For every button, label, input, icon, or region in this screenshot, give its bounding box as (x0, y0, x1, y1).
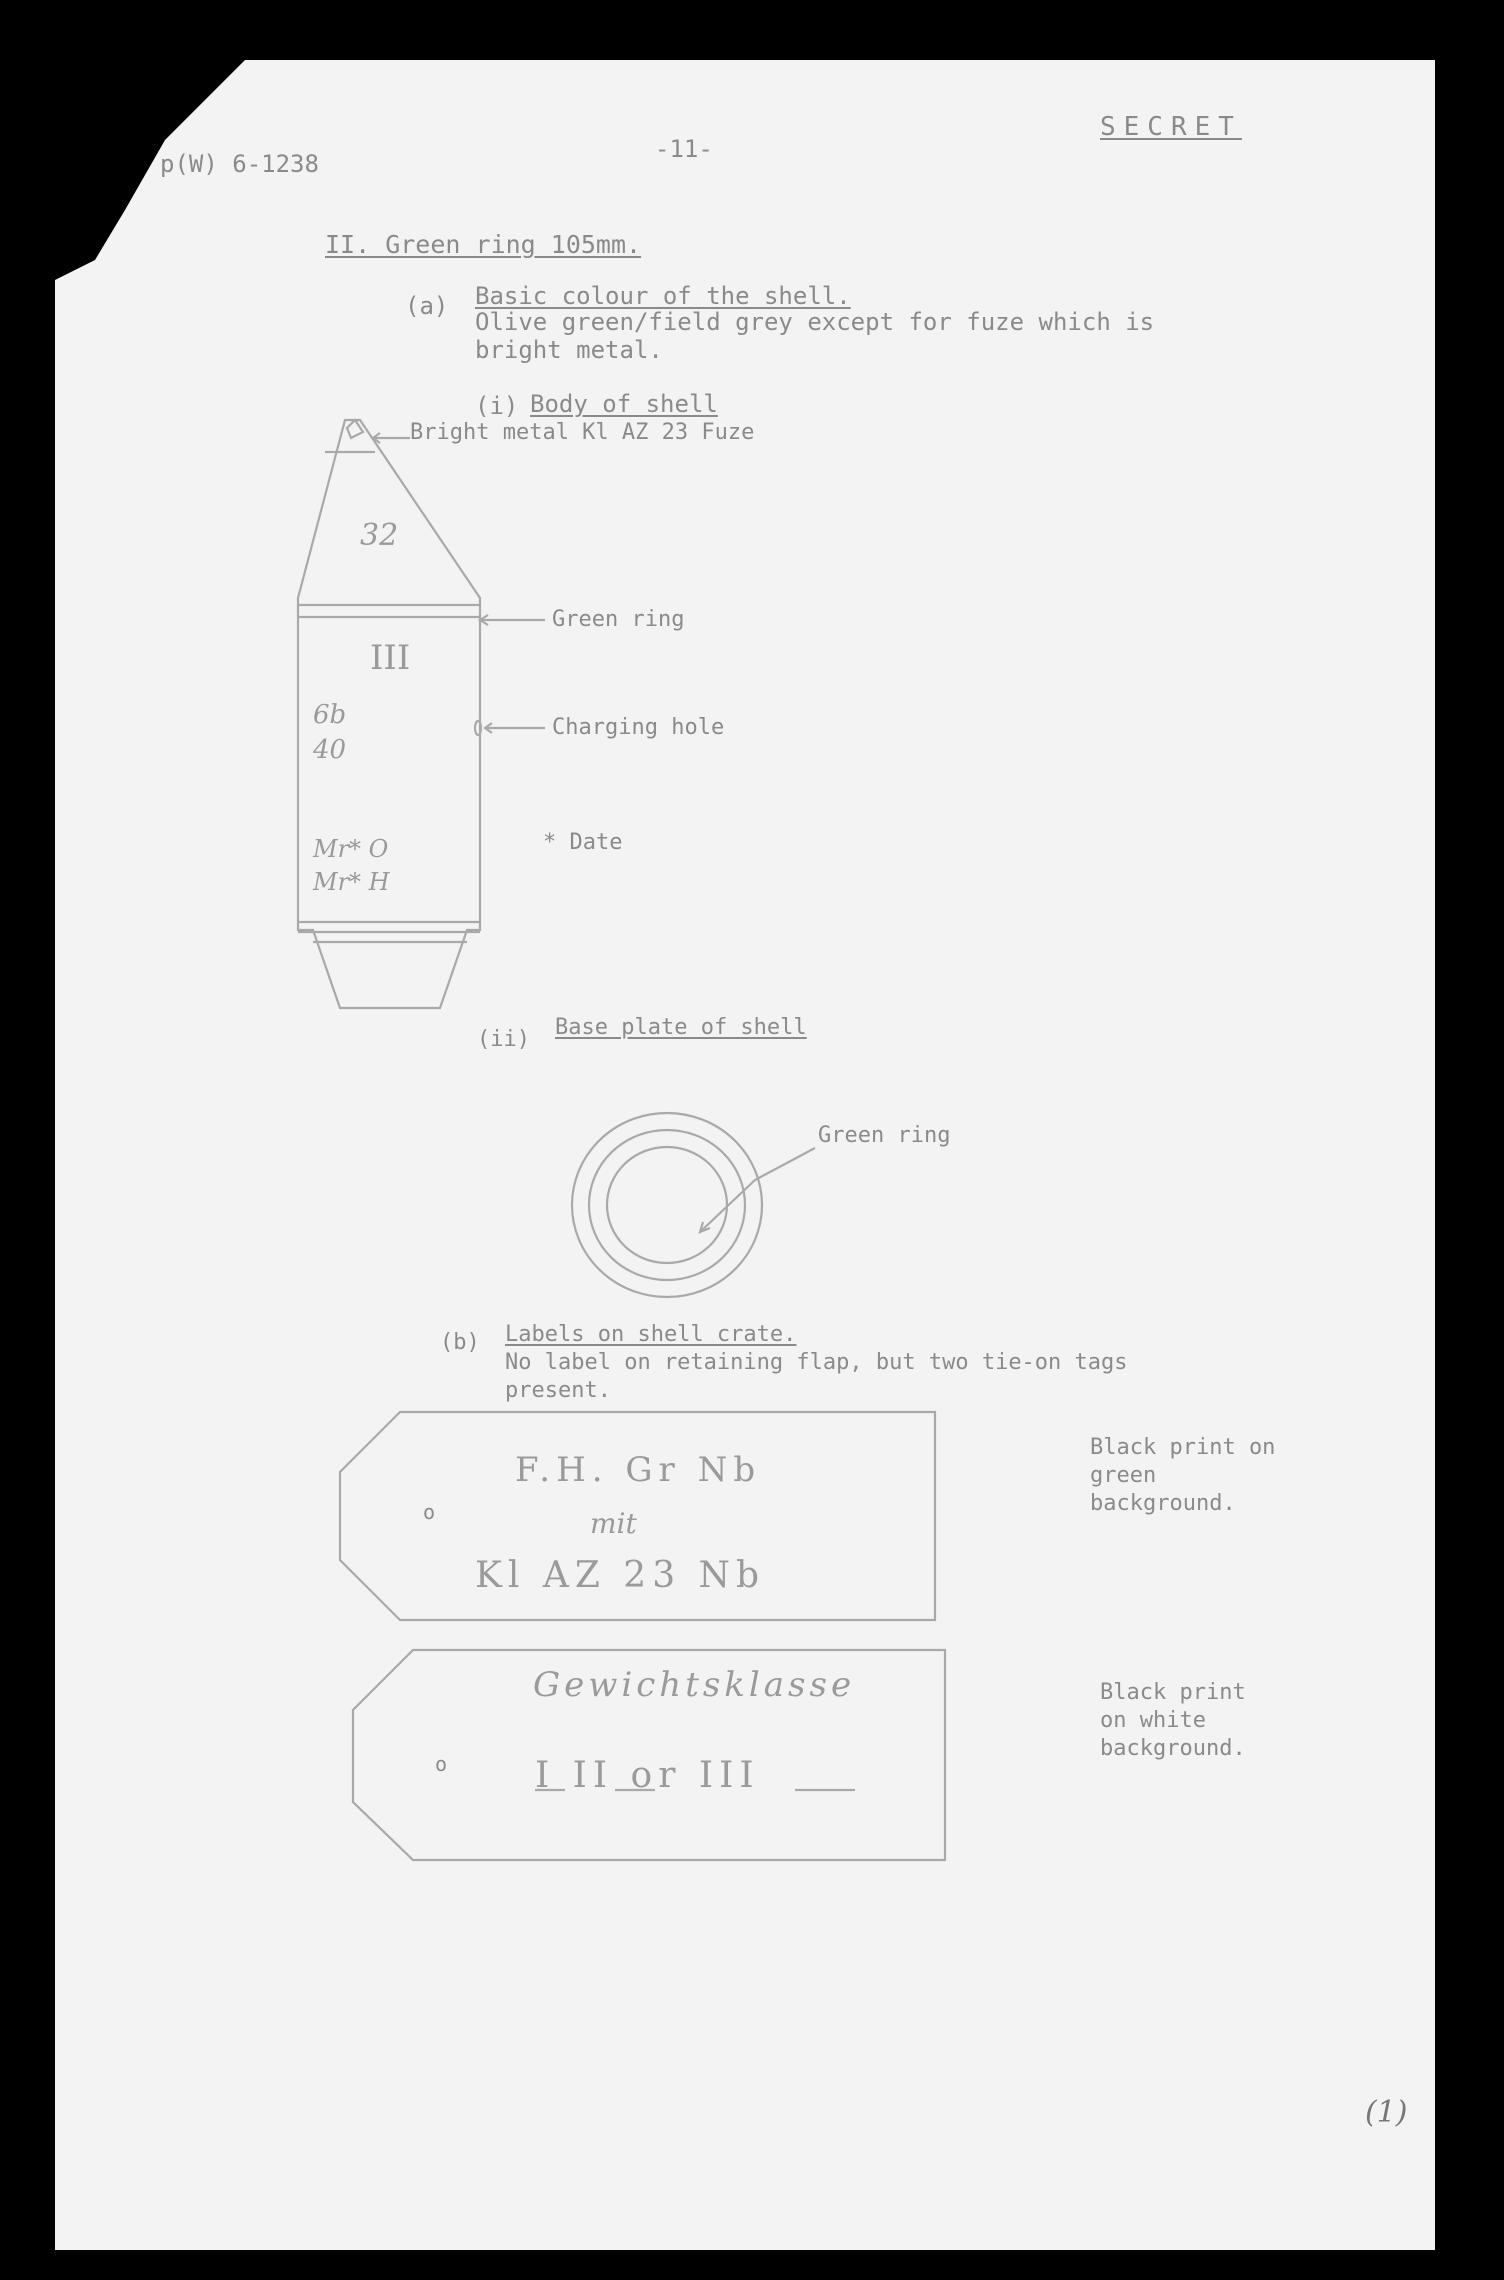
shell-mark-line2: 40 (313, 735, 347, 765)
item-i-label: (i) (475, 392, 519, 420)
tag-2-line2: I II or III (535, 1755, 760, 1796)
tag-1-note-line1: Black print on (1090, 1435, 1276, 1460)
tag-1-hole: o (423, 1500, 436, 1524)
section-heading (325, 230, 641, 259)
classification-marking: SECRET (1100, 112, 1242, 142)
tag-2-note-line1: Black print (1100, 1680, 1246, 1705)
tag-1-note-line2: green (1090, 1463, 1157, 1488)
tag-2-hole: o (435, 1752, 448, 1776)
date-callout: * Date (543, 830, 623, 855)
tag-1-note-line3: background. (1090, 1491, 1236, 1516)
item-b-line2: present. (505, 1378, 611, 1403)
item-i-title: Body of shell (530, 390, 718, 418)
tag-2-note-line3: background. (1100, 1736, 1246, 1761)
section-heading-text: II. Green ring 105mm. (325, 230, 642, 259)
item-b-title: Labels on shell crate. (505, 1322, 797, 1347)
tag-1-line3: Kl AZ 23 Nb (475, 1555, 766, 1596)
document-reference: p(W) 6-1238 (160, 150, 319, 178)
shell-nose-mark: 32 (360, 518, 399, 553)
page-number: -11- (655, 135, 713, 163)
fuze-callout: Bright metal Kl AZ 23 Fuze (410, 420, 755, 445)
base-green-ring-callout: Green ring (818, 1123, 951, 1148)
shell-mark-line1: 6b (313, 700, 347, 730)
item-a-label: (a) (405, 292, 449, 320)
green-ring-callout: Green ring (552, 607, 685, 632)
document-page (55, 60, 1435, 2250)
item-b-line1: No label on retaining flap, but two tie-on tags (505, 1350, 1128, 1375)
item-a-line1: Olive green/field grey except for fuze which is (475, 308, 1155, 336)
shell-band-mark: III (370, 638, 411, 678)
corner-page-mark: (1) (1365, 2095, 1408, 2130)
tag-1-line2: mit (590, 1507, 637, 1540)
item-a-line2: bright metal. (475, 336, 663, 364)
item-a-title: Basic colour of the shell. (475, 282, 851, 310)
paper-sheet (55, 60, 1435, 2250)
item-ii-label: (ii) (477, 1027, 530, 1052)
charging-hole-callout: Charging hole (552, 715, 725, 740)
item-ii-title: Base plate of shell (555, 1015, 807, 1040)
tag-2-line1: Gewichtsklasse (533, 1665, 856, 1705)
shell-mark-line4: Mr* H (313, 868, 390, 896)
item-b-label: (b) (440, 1330, 480, 1355)
tag-1-line1: F.H. Gr Nb (515, 1450, 762, 1490)
shell-mark-line3: Mr* O (313, 835, 389, 863)
tag-2-note-line2: on white (1100, 1708, 1206, 1733)
